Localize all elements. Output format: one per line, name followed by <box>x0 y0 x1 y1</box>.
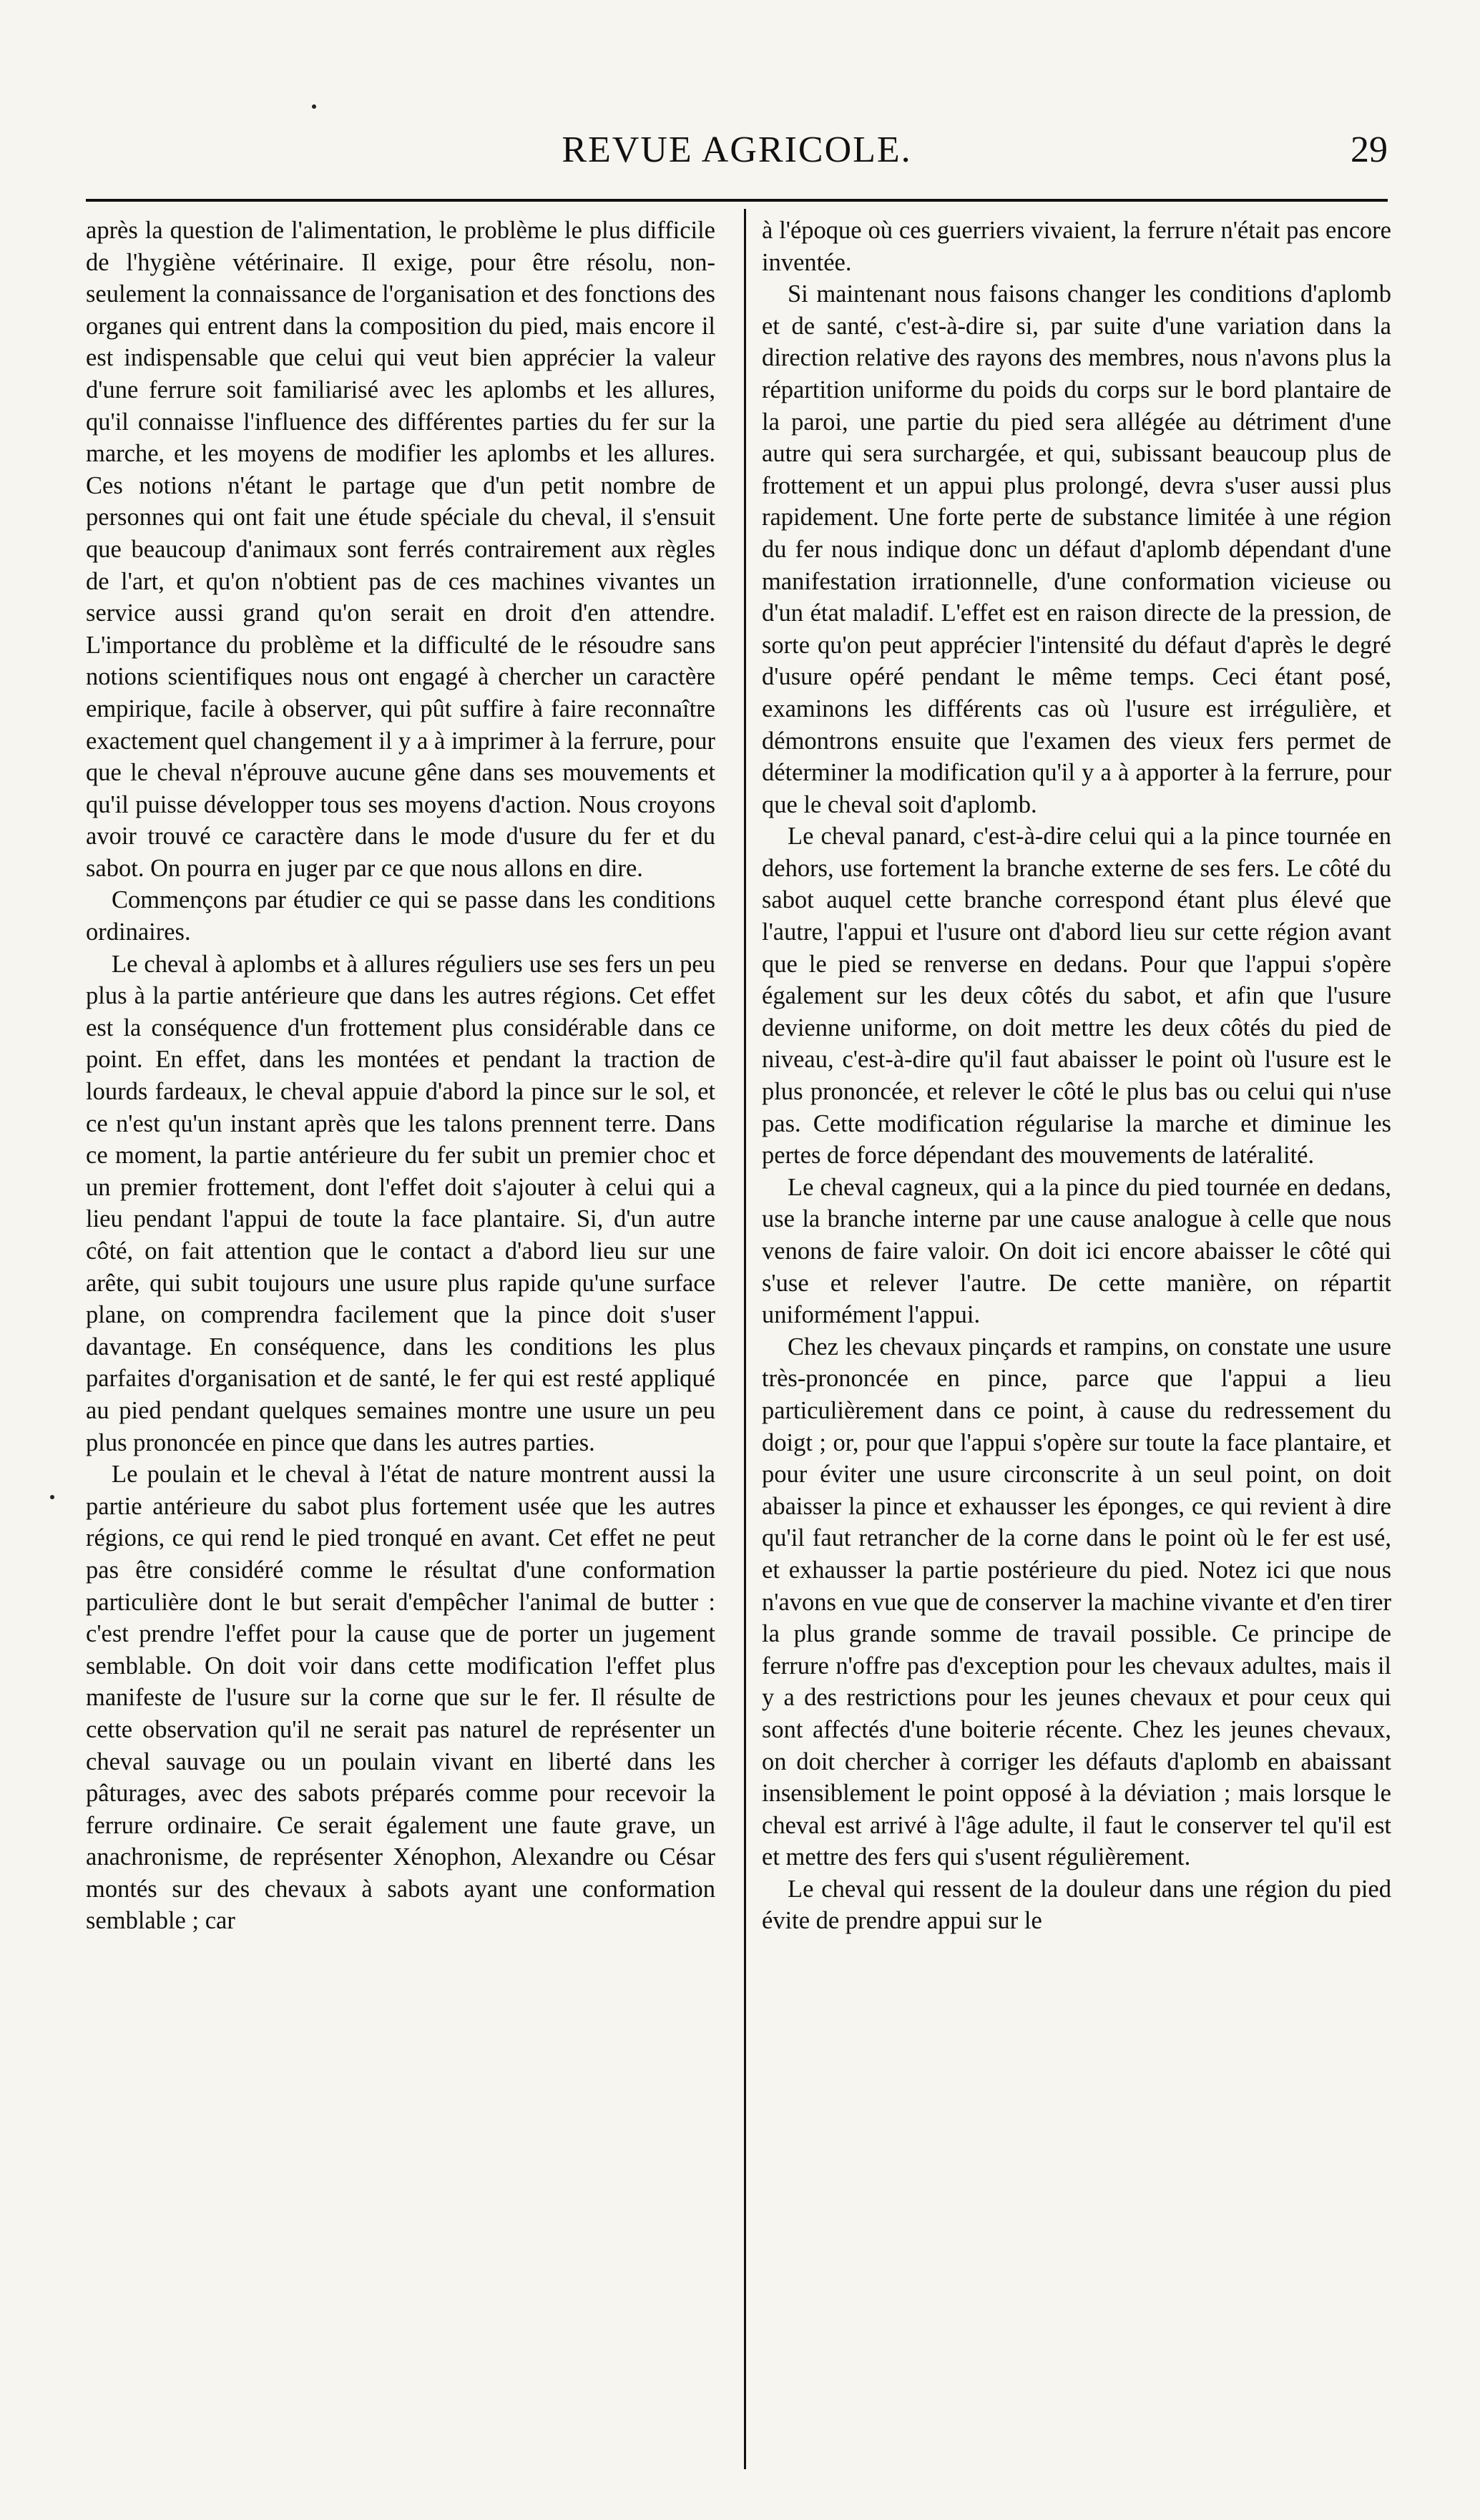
column-divider <box>744 209 746 2469</box>
paragraph: à l'époque où ces guerriers vivaient, la ferrure n'était pas encore inventée. <box>762 217 1391 276</box>
running-header <box>86 129 1388 186</box>
paragraph: Le cheval qui ressent de la douleur dans une région du pied évite de prendre appui sur le <box>762 1875 1391 1935</box>
paragraph: Le cheval à aplombs et à allures réguliers use ses fers un peu plus à la partie antérieure que dans les autres régions. Cet effet est la conséquence d'un frottement plus considérable dans ce point. En effet, dans les montées et pendant la traction de lourds fardeaux, le cheval appuie d'abord la pince sur le sol, et ce n'est qu'un instant après que les talons prennent terre. Dans ce moment, la partie antérieure du fer subit un premier choc et un premier frottement, dont l'effet doit s'ajouter à celui qui a lieu pendant l'appui de toute la face plantaire. Si, d'un autre côté, on fait attention que le contact a d'abord lieu sur une arête, qui subit toujours une usure plus rapide qu'une surface plane, on comprendra facilement que la pince doit s'user davantage. En conséquence, dans les conditions les plus parfaites d'organisation et de santé, le fer qui est resté appliqué au pied pendant quelques semaines montre une usure un peu plus prononcée en pince que dans les autres parties. <box>86 950 715 1456</box>
paragraph: Le cheval cagneux, qui a la pince du pied tournée en dedans, use la branche interne par une cause analogue à celle que nous venons de faire valoir. On doit ici encore abaisser le côté qui s'use et relever l'autre. De cette manière, on répartit uniformément l'appui. <box>762 1173 1391 1329</box>
paragraph: Si maintenant nous faisons changer les conditions d'aplomb et de santé, c'est-à-dire si, par suite d'une variation dans la direction relative des rayons des membres, nous n'avons plus la répartition uniforme du poids du corps sur le bord plantaire de la paroi, une partie du pied sera allégée au détriment d'une autre qui sera surchargée, et qui, subissant beaucoup plus de frottement et un appui plus prolongé, devra s'user aussi plus rapidement. Une forte perte de substance limitée à une région du fer nous indique donc un défaut d'aplomb dépendant d'une manifestation irrationnelle, d'une conformation vicieuse ou d'un état maladif. L'effet est en raison directe de la pression, de sorte qu'on peut apprécier l'intensité du défaut d'après le degré d'usure opéré pendant le même temps. Ceci étant posé, examinons les différents cas où l'usure est irrégulière, et démontrons ensuite que l'examen des vieux fers permet de déterminer la modification qu'il y a à apporter à la ferrure, pour que le cheval soit d'aplomb. <box>762 280 1391 818</box>
paragraph: après la question de l'alimentation, le problème le plus difficile de l'hygiène vétérinaire. Il exige, pour être résolu, non-seulement la connaissance de l'organisation et des fonctions des organes qui entrent dans la composition du pied, mais encore il est indispensable que celui qui veut bien apprécier la valeur d'une ferrure soit familiarisé avec les aplombs et les allures, qu'il connaisse l'influence des différentes parties du fer sur la marche, et les moyens de modifier les aplombs et les allures. Ces notions n'étant le partage que d'un petit nombre de personnes qui ont fait une étude spéciale du cheval, il s'ensuit que beaucoup d'animaux sont ferrés contrairement aux règles de l'art, et qu'on n'obtient pas de ces machines vivantes un service aussi grand qu'on serait en droit d'en attendre. L'importance du problème et la difficulté de le résoudre sans notions scientifiques nous ont engagé à chercher un caractère empirique, facile à observer, qui pût suffire à faire reconnaître exactement quel changement il y a à imprimer à la ferrure, pour que le cheval n'éprouve aucune gêne dans ses mouvements et qu'il puisse développer tous ses moyens d'action. Nous croyons avoir trouvé ce caractère dans le mode d'usure du fer et du sabot. On pourra en juger par ce que nous allons en dire. <box>86 217 715 882</box>
right-column <box>762 215 1391 1937</box>
journal-title: REVUE AGRICOLE. <box>562 129 912 170</box>
paragraph: Chez les chevaux pinçards et rampins, on constate une usure très-prononcée en pince, parce que l'appui a lieu particulièrement dans ce point, à cause du redressement du doigt ; or, pour que l'appui s'opère sur toute la face plantaire, et pour éviter une usure circonscrite à un seul point, on doit abaisser la pince et exhausser les éponges, ce qui revient à dire qu'il faut retrancher de la corne dans le point où le fer est usé, et exhausser la partie postérieure du pied. Notez ici que nous n'avons en vue que de conserver la machine vivante et d'en tirer la plus grande somme de travail possible. Ce principe de ferrure n'offre pas d'exception pour les chevaux adultes, mais il y a des restrictions pour les jeunes chevaux et pour ceux qui sont affectés d'une boiterie récente. Chez les jeunes chevaux, on doit chercher à corriger les défauts d'aplomb en abaissant insensiblement le point opposé à la déviation ; mais lorsque le cheval est arrivé à l'âge adulte, il faut le conserver tel qu'il est et mettre des fers qui s'usent régulièrement. <box>762 1333 1391 1871</box>
paragraph: Commençons par étudier ce qui se passe dans les conditions ordinaires. <box>86 886 715 946</box>
page-number: 29 <box>1351 129 1388 170</box>
paragraph: Le cheval panard, c'est-à-dire celui qui a la pince tournée en dehors, use fortement la branche externe de ses fers. Le côté du sabot auquel cette branche correspond étant plus élevé que l'autre, l'appui et l'usure ont d'abord lieu sur cette région avant que le pied se renverse en dedans. Pour que l'appui s'opère également sur les deux côtés du sabot, et afin que l'usure devienne uniforme, on doit mettre les deux côtés du pied de niveau, c'est-à-dire qu'il faut abaisser le point où l'usure est le plus prononcée, et relever le côté le plus bas ou celui qui n'use pas. Cette modification régularise la marche et diminue les pertes de force dépendant des mouvements de latéralité. <box>762 823 1391 1170</box>
left-column <box>86 215 715 1937</box>
header-rule <box>86 199 1388 202</box>
paragraph: Le poulain et le cheval à l'état de nature montrent aussi la partie antérieure du sabot plus fortement usée que les autres régions, ce qui rend le pied tronqué en avant. Cet effet ne peut pas être considéré comme le résultat d'une conformation particulière dont le but serait d'empêcher l'animal de butter : c'est prendre l'effet pour la cause que de porter un jugement semblable. On doit voir dans cette modification l'effet plus manifeste de l'usure sur la corne que sur le fer. Il résulte de cette observation qu'il ne serait pas naturel de représenter un cheval sauvage ou un poulain vivant en liberté dans les pâturages, avec des sabots préparés comme pour recevoir la ferrure ordinaire. Ce serait également une faute grave, un anachronisme, de représenter Xénophon, Alexandre ou César montés sur des chevaux à sabots ayant une conformation semblable ; car <box>86 1461 715 1935</box>
ink-speck <box>50 1495 54 1499</box>
ink-speck <box>312 104 316 109</box>
